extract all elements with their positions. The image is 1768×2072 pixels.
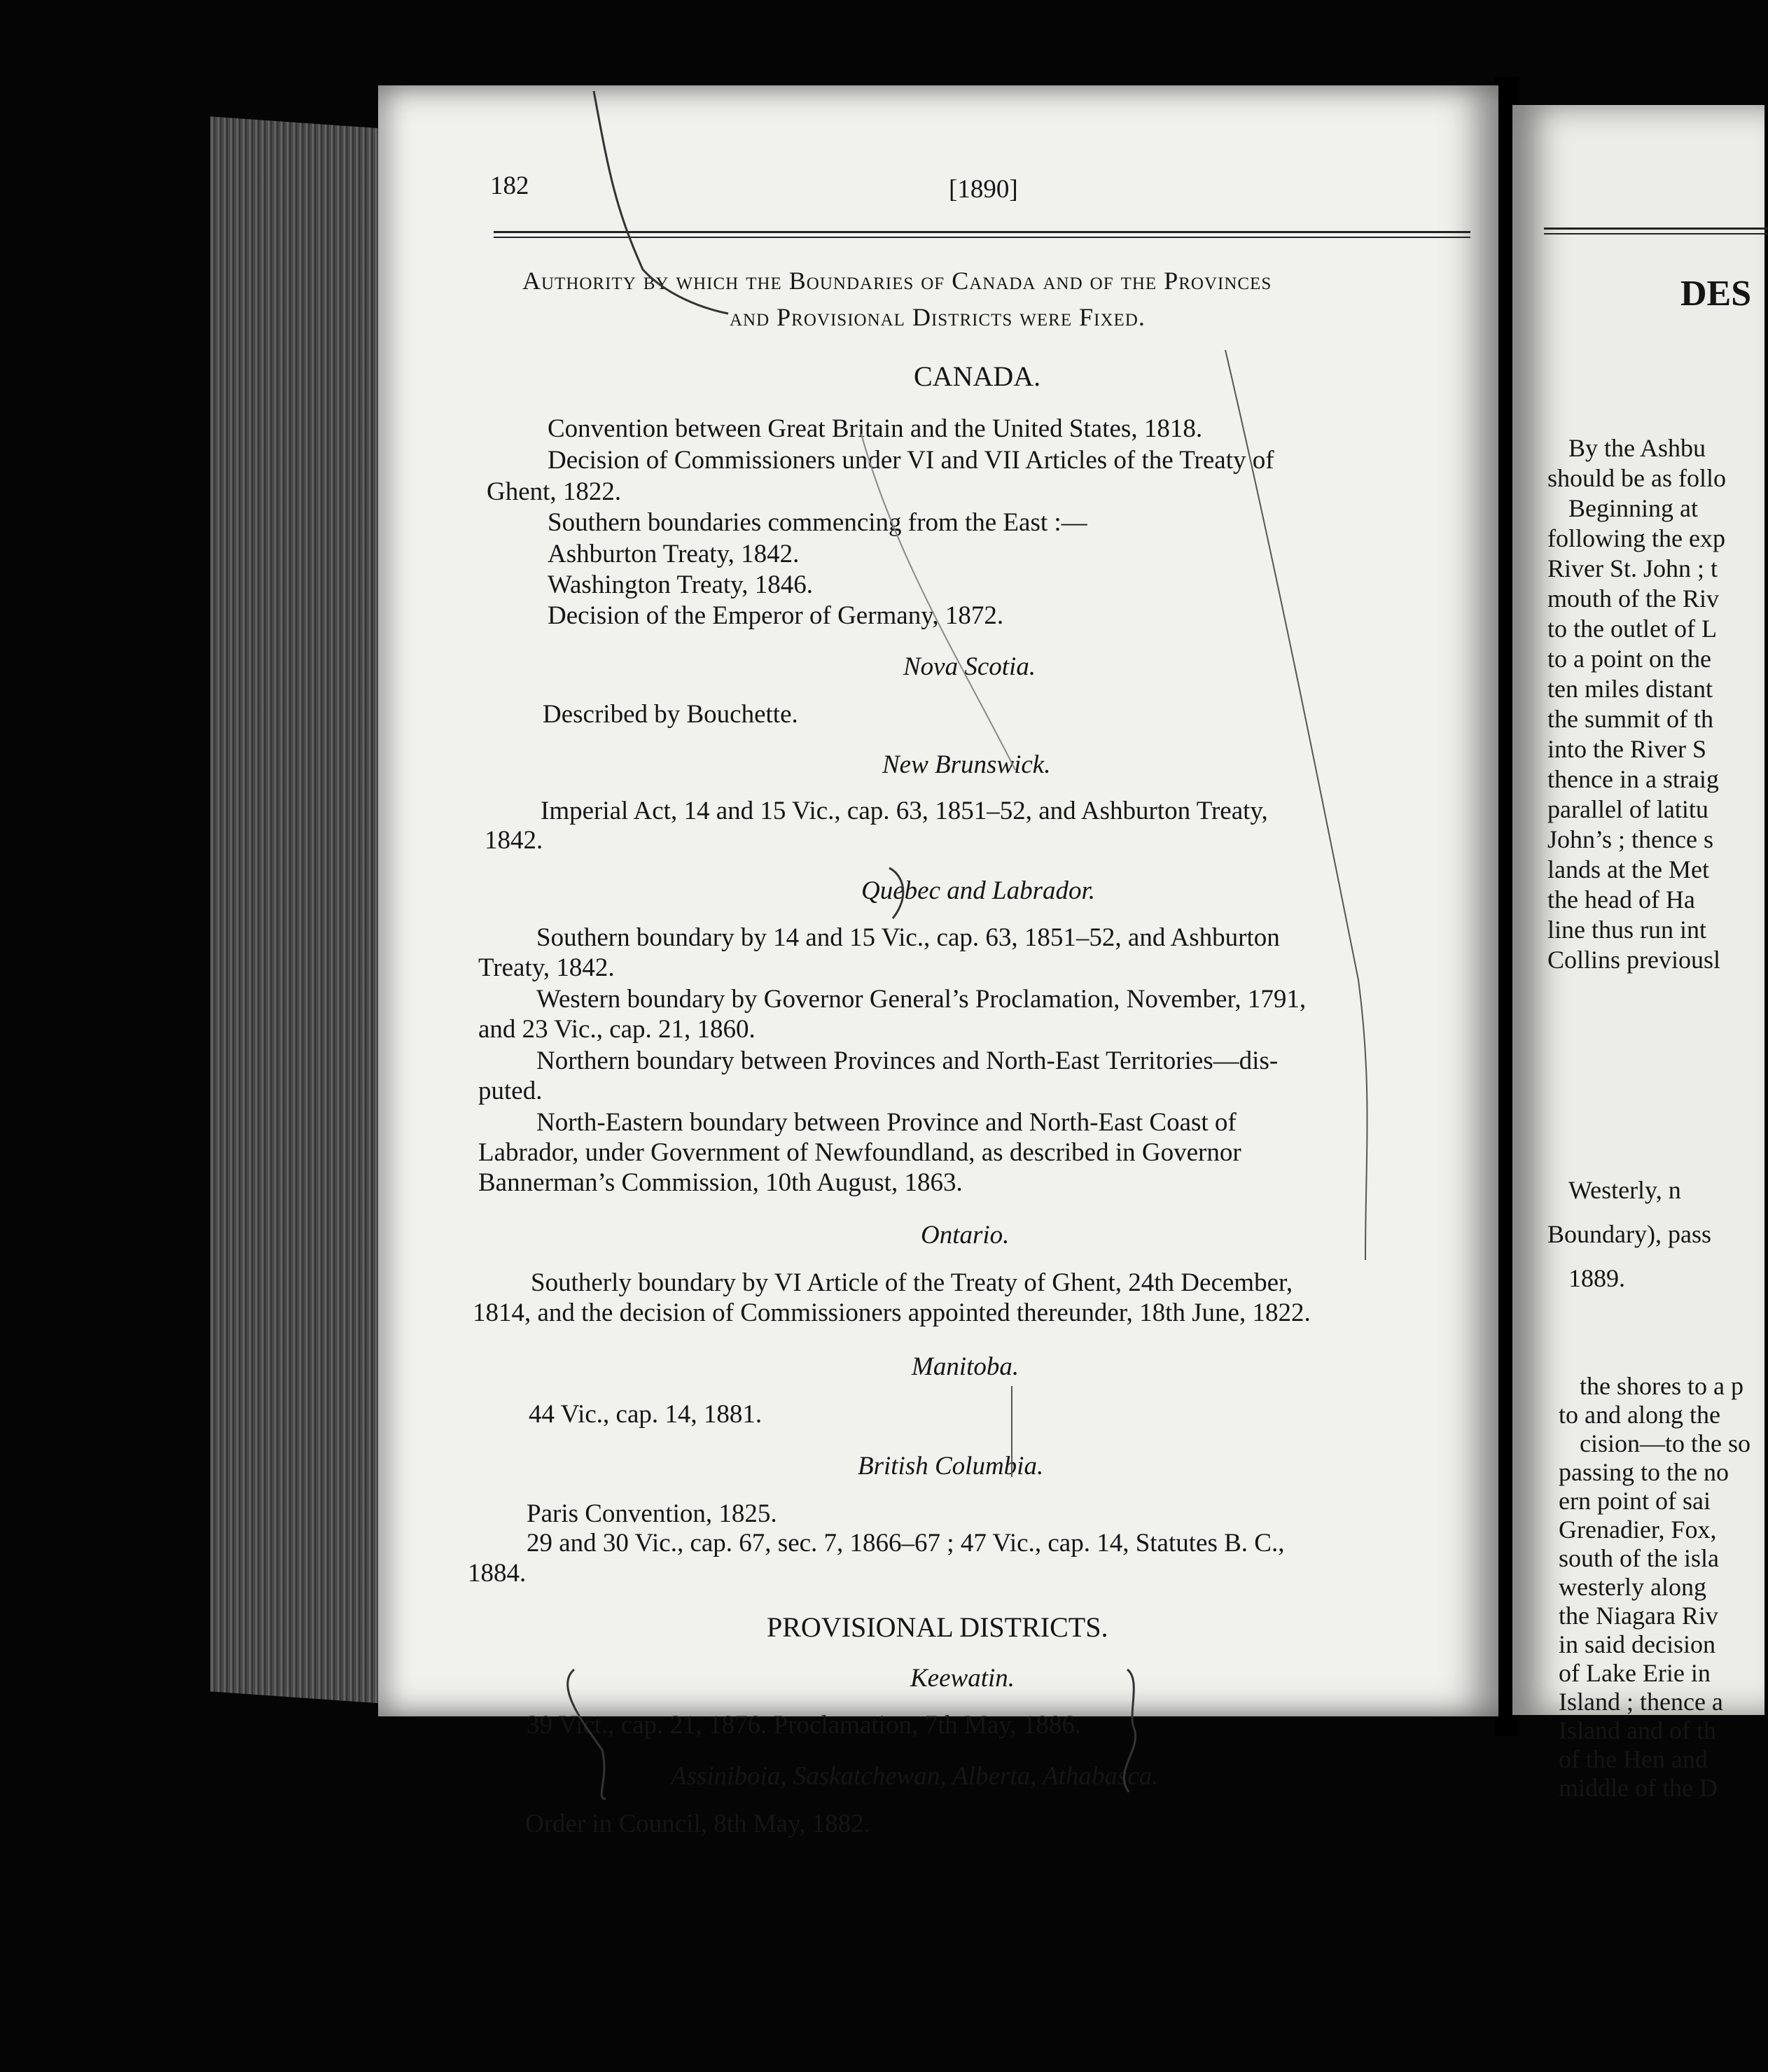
text-line: Washington Treaty, 1846.	[548, 570, 814, 599]
text-line: Bannerman’s Commission, 10th August, 1863.	[478, 1168, 963, 1197]
text-line: Order in Council, 8th May, 1882.	[525, 1809, 870, 1838]
right-page-line: By the Ashbu	[1568, 434, 1706, 462]
right-page-line: Westerly, n	[1568, 1176, 1681, 1204]
text-line: Described by Bouchette.	[543, 700, 798, 729]
right-page-line: ten miles distant	[1547, 675, 1713, 703]
text-line: 44 Vic., cap. 14, 1881.	[529, 1400, 763, 1429]
right-page-line: Island and of th	[1559, 1716, 1716, 1744]
heading-line-2: and Provisional Districts were Fixed.	[730, 303, 1146, 331]
text-line: Paris Convention, 1825.	[527, 1499, 777, 1528]
section-title-ontario: Ontario.	[921, 1221, 1010, 1250]
right-page-line: Collins previousl	[1547, 946, 1721, 974]
right-page-line: thence in a straig	[1547, 765, 1719, 793]
right-page-line: mouth of the Riv	[1547, 584, 1719, 612]
right-page-line: Boundary), pass	[1547, 1220, 1711, 1248]
text-line: 1814, and the decision of Commissioners appointed thereunder, 18th June, 1822.	[473, 1298, 1311, 1327]
heading-line-1: Authority by which the Boundaries of Canada and of the Provinces	[522, 267, 1272, 295]
right-page-line: Beginning at	[1568, 494, 1698, 522]
right-page-heading: DES	[1680, 274, 1752, 314]
right-page-line: line thus run int	[1547, 916, 1706, 944]
section-title-new-brunswick: New Brunswick.	[882, 750, 1051, 779]
right-page-line: cision—to the so	[1580, 1429, 1750, 1457]
text-line: Labrador, under Government of Newfoundland, as described in Governor	[478, 1138, 1241, 1167]
right-page-line: the head of Ha	[1547, 886, 1695, 913]
text-line: Decision of the Emperor of Germany, 1872.	[548, 601, 1004, 630]
text-line: Imperial Act, 14 and 15 Vic., cap. 63, 1851–52, and Ashburton Treaty,	[541, 797, 1268, 825]
right-page-line: ern point of sai	[1559, 1487, 1711, 1515]
section-title-nova-scotia: Nova Scotia.	[903, 652, 1036, 681]
right-page-line: 1889.	[1568, 1264, 1625, 1292]
text-line: and 23 Vic., cap. 21, 1860.	[478, 1015, 756, 1044]
right-page-line: of Lake Erie in	[1559, 1659, 1711, 1687]
right-page-line: passing to the no	[1559, 1458, 1729, 1486]
text-line: 1842.	[485, 826, 543, 855]
right-page-line: the summit of th	[1547, 705, 1713, 733]
right-page-line: westerly along	[1559, 1573, 1706, 1601]
text-line: Western boundary by Governor General’s Proclamation, November, 1791,	[536, 985, 1307, 1014]
right-page-line: to the outlet of L	[1547, 615, 1717, 643]
section-title-provisional-districts: PROVISIONAL DISTRICTS.	[767, 1611, 1108, 1643]
right-page-line: parallel of latitu	[1547, 795, 1708, 823]
text-line: Decision of Commissioners under VI and VII Articles of the Treaty of	[548, 446, 1274, 475]
text-line: Southern boundary by 14 and 15 Vic., cap. 63, 1851–52, and Ashburton	[536, 923, 1280, 952]
section-title-keewatin: Keewatin.	[910, 1664, 1015, 1693]
right-page-line: following the exp	[1547, 524, 1725, 552]
section-title-quebec: Quebec and Labrador.	[861, 876, 1096, 905]
right-page-line: south of the isla	[1559, 1544, 1719, 1572]
text-line: North-Eastern boundary between Province and North-East Coast of	[536, 1108, 1237, 1137]
right-page-line: John’s ; thence s	[1547, 825, 1713, 853]
page-number: 182	[490, 172, 529, 200]
text-line: 1884.	[468, 1559, 527, 1588]
right-page-line: River St. John ; t	[1547, 554, 1718, 582]
right-page-line: Island ; thence a	[1559, 1688, 1723, 1716]
right-page-line: into the River S	[1547, 735, 1706, 763]
right-page-line: to and along the	[1559, 1401, 1720, 1429]
text-line: Ghent, 1822.	[487, 477, 622, 506]
right-page-line: lands at the Met	[1547, 855, 1709, 883]
right-page-line: middle of the D	[1559, 1774, 1718, 1802]
page-year: [1890]	[949, 175, 1018, 204]
right-page-line: Grenadier, Fox,	[1559, 1516, 1717, 1544]
section-title-canada: CANADA.	[914, 360, 1041, 392]
text-line: Northern boundary between Provinces and North-East Territories—dis-	[536, 1046, 1279, 1075]
right-page-line: the shores to a p	[1580, 1372, 1743, 1400]
text-line: 29 and 30 Vic., cap. 67, sec. 7, 1866–67 ; 47 Vic., cap. 14, Statutes B. C.,	[527, 1529, 1285, 1558]
text-line: Ashburton Treaty, 1842.	[548, 540, 800, 568]
book-page-edges	[210, 116, 384, 1703]
left-page	[378, 85, 1498, 1838]
text-line: puted.	[478, 1077, 543, 1105]
right-page-line: should be as follo	[1547, 464, 1726, 492]
right-page-line: the Niagara Riv	[1559, 1602, 1718, 1630]
text-line: Southern boundaries commencing from the East :—	[548, 508, 1087, 537]
text-line: Treaty, 1842.	[478, 953, 615, 982]
right-page-line: of the Hen and	[1559, 1745, 1708, 1773]
right-page-line: in said decision	[1559, 1630, 1715, 1658]
right-page	[1512, 105, 1764, 1802]
text-line: 39 Vict., cap. 21, 1876. Proclamation, 7th May, 1886.	[527, 1711, 1082, 1740]
section-title-british-columbia: British Columbia.	[858, 1452, 1044, 1480]
right-page-line: to a point on the	[1547, 645, 1711, 673]
section-title-northwest-districts: Assiniboia, Saskatchewan, Alberta, Athabasca.	[671, 1762, 1159, 1791]
text-line: Southerly boundary by VI Article of the Treaty of Ghent, 24th December,	[531, 1268, 1293, 1297]
section-title-manitoba: Manitoba.	[912, 1352, 1019, 1381]
text-line: Convention between Great Britain and the United States, 1818.	[548, 414, 1203, 443]
